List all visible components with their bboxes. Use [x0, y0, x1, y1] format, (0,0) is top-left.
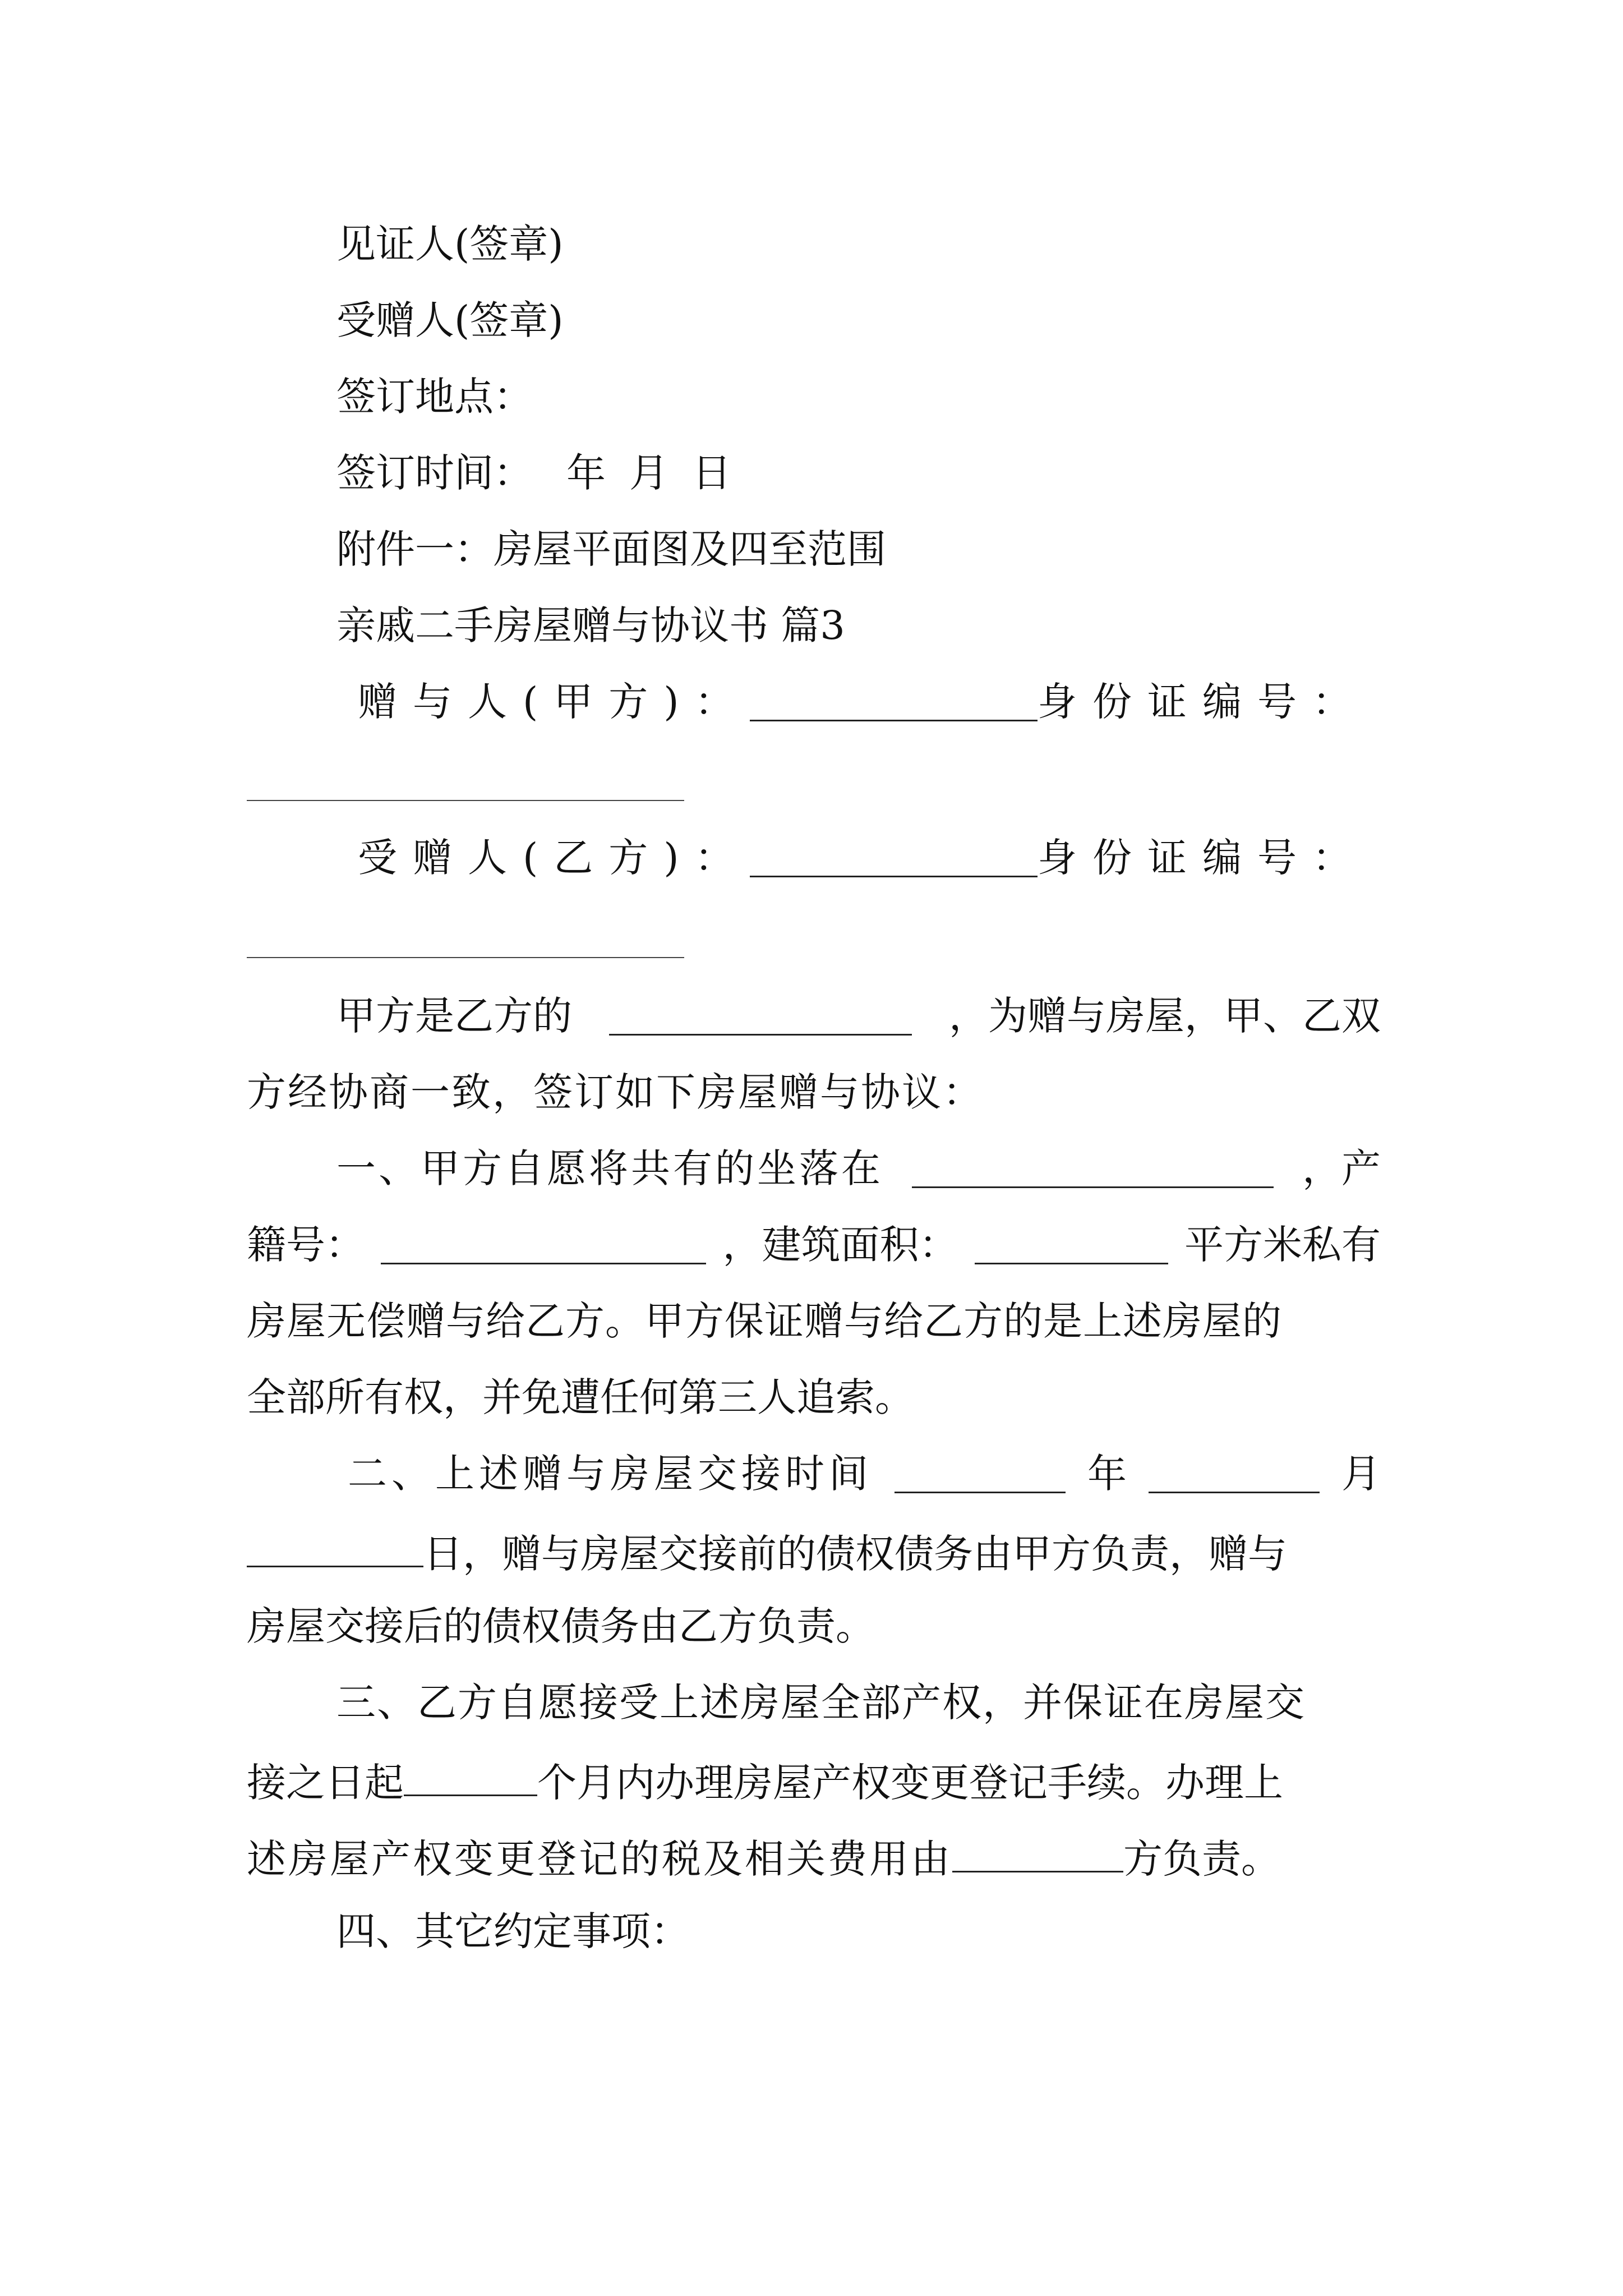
handover-year-blank: [895, 1456, 1066, 1493]
clause1-line-4: 全部所有权，并免遭任何第三人追索。: [247, 1374, 914, 1420]
clause3-text-2: 接之日起: [247, 1760, 404, 1806]
signing-time-label: 签订时间：: [336, 450, 533, 496]
party-b-id-blank: [247, 957, 684, 958]
party-a-name-blank: [750, 684, 1038, 721]
clause2-month-label: 月: [1341, 1451, 1381, 1497]
location-blank: [912, 1151, 1274, 1188]
property-number-blank: [381, 1227, 706, 1264]
clause2-text-4: 日，赠与房屋交接前的债权债务由甲方负责，赠与: [423, 1531, 1287, 1577]
signing-time-line: [336, 450, 731, 496]
clause3-line-2: [247, 1759, 1283, 1806]
relation-text-2: ，为赠与房屋，甲、乙双: [949, 993, 1381, 1039]
fee-payer-blank: [952, 1835, 1123, 1872]
party-b-line: [358, 835, 1367, 881]
clause1-line-1: [336, 1145, 1381, 1191]
party-a-id-label: 身份证编号：: [1038, 679, 1367, 725]
handover-month-blank: [1149, 1456, 1320, 1493]
signing-time-month: 月: [629, 450, 668, 496]
section-heading: 亲戚二手房屋赠与协议书 篇3: [336, 602, 845, 648]
relation-blank: [609, 999, 912, 1036]
clause3-text-4: 述房屋产权变更登记的税及相关费用由: [247, 1836, 952, 1882]
clause3-line-3: [247, 1835, 1280, 1882]
clause1-line-2: [247, 1222, 1381, 1268]
signing-time-day: 日: [692, 450, 731, 496]
party-b-id-label: 身份证编号：: [1038, 835, 1367, 881]
clause4-line-1: 四、其它约定事项：: [336, 1908, 690, 1954]
clause2-line-1: [348, 1451, 1381, 1497]
clause1-text-3: 籍号：: [247, 1222, 365, 1268]
clause1-line-3: 房屋无偿赠与给乙方。甲方保证赠与给乙方的是上述房屋的: [247, 1298, 1282, 1344]
relation-text-1: 甲方是乙方的: [336, 993, 572, 1039]
party-a-label: 赠与人(甲方)：: [358, 679, 750, 725]
clause1-text-4: ，建筑面积：: [722, 1222, 958, 1268]
party-b-label: 受赠人(乙方)：: [358, 835, 750, 881]
clause2-text-1: 二、上述赠与房屋交接时间: [348, 1451, 873, 1497]
clause3-text-5: 方负责。: [1123, 1836, 1280, 1882]
relation-line-1: [336, 993, 1381, 1039]
clause1-text-5: 平方米私有: [1184, 1222, 1381, 1268]
clause2-year-label: 年: [1087, 1451, 1127, 1497]
clause3-text-3: 个月内办理房屋产权变更登记手续。办理上: [537, 1760, 1283, 1806]
witness-signature-line: 见证人(签章): [336, 221, 564, 267]
attachment-line: 附件一：房屋平面图及四至范围: [336, 526, 886, 572]
handover-day-blank: [247, 1530, 423, 1567]
registration-months-blank: [404, 1759, 537, 1796]
clause2-line-2: [247, 1530, 1287, 1577]
donee-signature-line: 受赠人(签章): [336, 297, 564, 343]
floor-area-blank: [975, 1227, 1168, 1264]
signing-place-line: 签订地点：: [336, 374, 533, 420]
relation-line-2: 方经协商一致，签订如下房屋赠与协议：: [247, 1069, 984, 1115]
clause2-line-3: 房屋交接后的债权债务由乙方负责。: [247, 1603, 875, 1649]
party-a-line: [358, 679, 1367, 725]
clause1-text-1: 一、甲方自愿将共有的坐落在: [336, 1145, 883, 1191]
signing-time-year: 年: [566, 450, 606, 496]
clause3-line-1: 三、乙方自愿接受上述房屋全部产权，并保证在房屋交: [336, 1680, 1306, 1726]
party-b-name-blank: [750, 840, 1038, 877]
clause1-text-2: ，产: [1302, 1145, 1381, 1191]
party-a-id-blank: [247, 800, 684, 801]
